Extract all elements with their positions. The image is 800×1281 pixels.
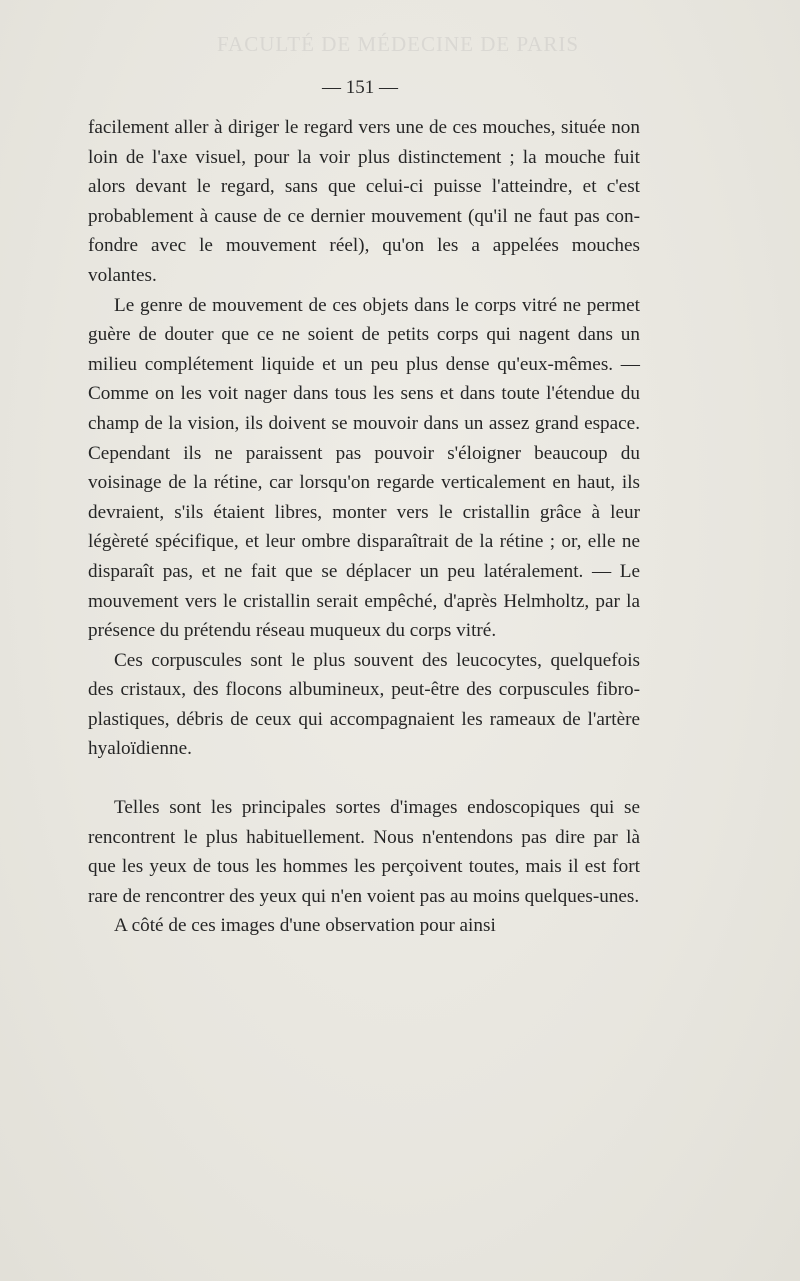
body-text [88, 113, 640, 941]
page-number: — 151 — [322, 77, 398, 98]
paragraph-1: facilement aller à diriger le regard vers une de ces mouches, située non loin de l'axe visuel, pour la voir plus distinctement ; la mouche fuit alors devant le regard, sans que celui-ci puisse l'atteindre, et c'est probablement à cause de ce dernier mouvement (qu'il ne faut pas confondre avec le mouvement réel), qu'on les a appelées mouches volantes. [88, 117, 640, 286]
library-stamp: FACULTÉ DE MÉDECINE DE PARIS [216, 32, 580, 56]
paragraph-4: Telles sont les principales sortes d'images endoscopiques qui se rencontrent le plus habituellement. Nous n'entendons pas dire par là que les yeux de tous les hommes les perçoivent toutes, mais il est fort rare de rencontrer des yeux qui n'en voient pas au moins quelques-unes. [88, 797, 640, 907]
paragraph-spacer [88, 764, 640, 793]
paragraph-2: Le genre de mouvement de ces objets dans le corps vitré ne permet guère de douter que ce ne soient de petits corps qui nagent dans un milieu complétement liquide et un peu plus dense qu'eux-mêmes. — Comme on les voit nager dans tous les sens et dans toute l'étendue du champ de la vision, ils doivent se mouvoir dans un assez grand espace. Cependant ils ne paraissent pas pouvoir s'éloigner beaucoup du voisinage de la rétine, car lorsqu'on regarde verticalement en haut, ils devraient, s'ils étaient libres, monter vers le cristallin grâce à leur légèreté spécifique, et leur ombre disparaîtrait de la rétine ; or, elle ne disparaît pas, et ne fait que se déplacer un peu latéralement. — Le mouvement vers le cristallin serait empêché, d'après Helmholtz, par la présence du prétendu réseau muqueux du corps vitré. [88, 294, 640, 642]
paragraph-3: Ces corpuscules sont le plus souvent des leucocytes, quelquefois des cristaux, des flocons albumineux, peut-être des corpuscules fibro-plastiques, débris de ceux qui accompagnaient les rameaux de l'artère hyaloïdienne. [88, 649, 640, 760]
paragraph-5: A côté de ces images d'une observation pour ainsi [114, 915, 496, 937]
